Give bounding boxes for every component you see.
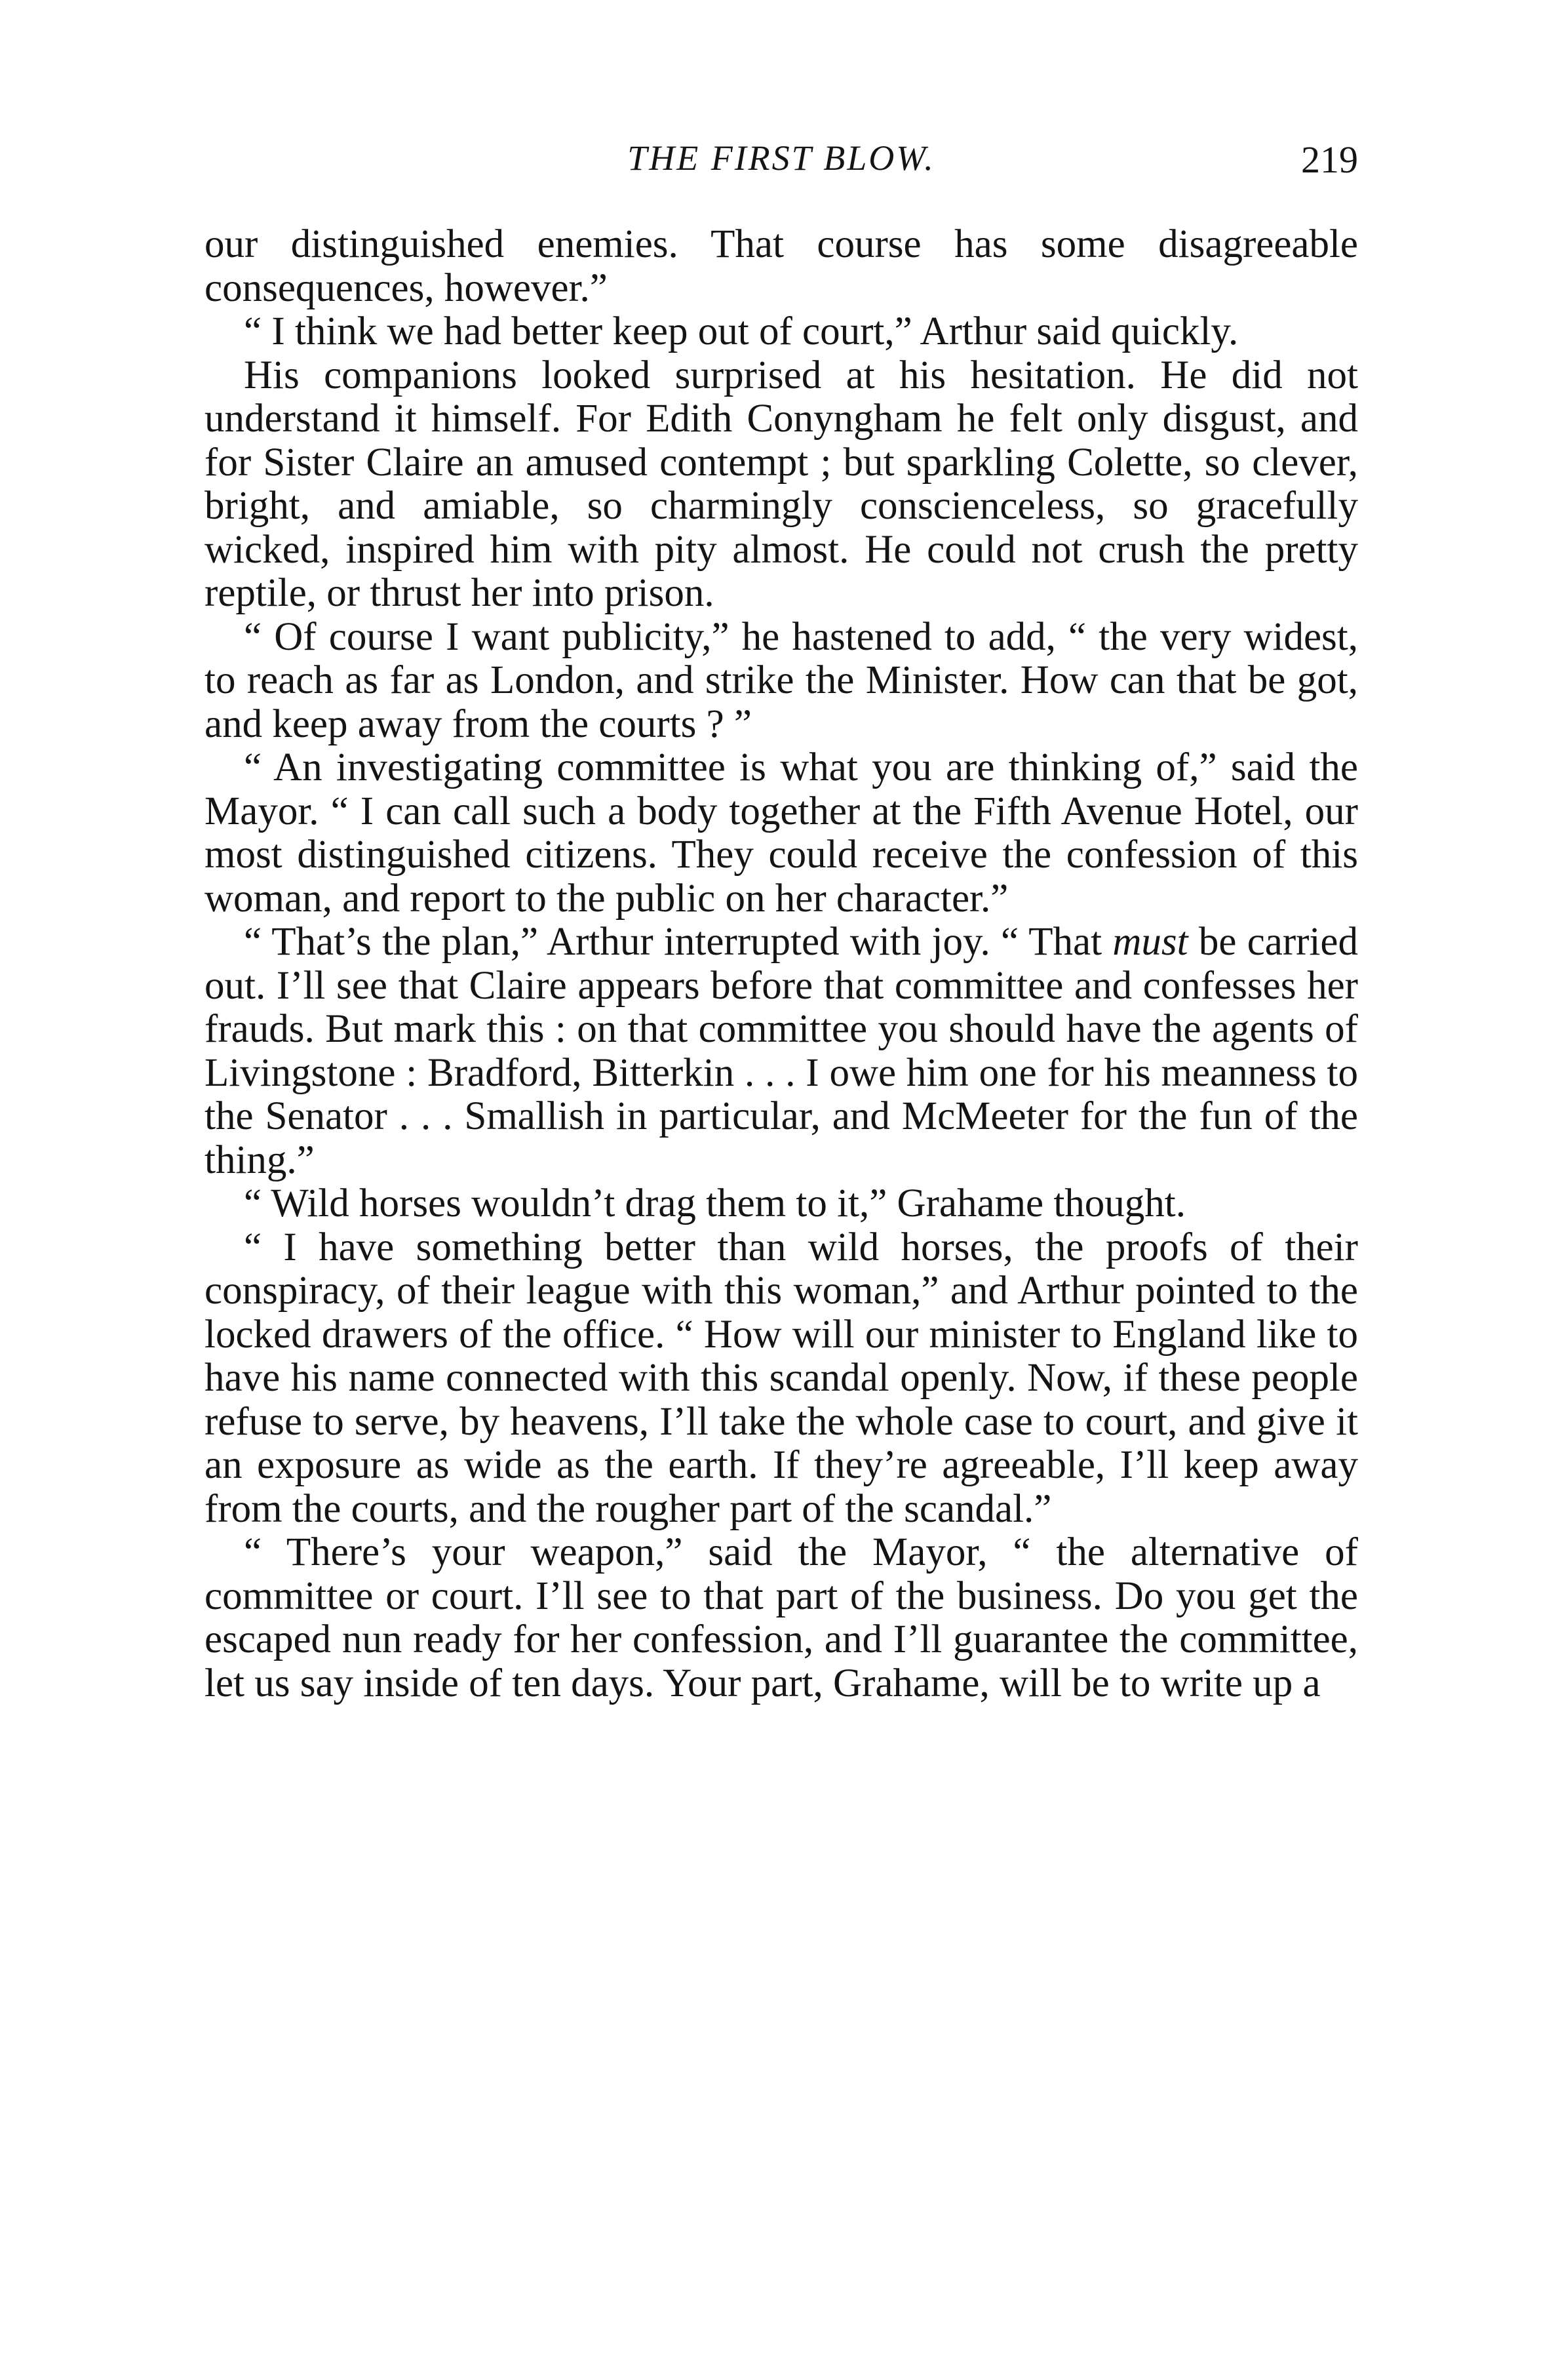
page-number: 219 [1301,138,1358,181]
text-segment: “ I think we had better keep out of court,” Arthur said quickly. [244,309,1239,353]
running-title: THE FIRST BLOW. [627,138,935,178]
text-segment: “ There’s your weapon,” said the Mayor, “ the alternative of committee or court. I’ll see to that part of the business. Do you get the escaped nun ready for her confession, and I’ll guarantee the committee, let us say inside of ten days. Your part, Grahame, will be to write up a [204,1530,1358,1705]
text-segment: be carried out. I’ll see that Claire appears before that committee and confesses her frauds. But mark this : on that committee you should have the agents of Livingstone : Bradford, Bitterkin . . . I owe him one for his meanness to the Senator . . . Smallish in particular, and McMeeter for the fun of the thing.” [204,920,1359,1182]
text-segment: “ That’s the plan,” Arthur interrupted with joy. “ That [244,920,1113,964]
paragraph [204,354,1358,616]
paragraph [204,921,1358,1182]
paragraph [204,1531,1358,1705]
text-segment: our distinguished enemies. That course has some disagreeable consequences, however.” [204,222,1358,310]
paragraph [204,746,1358,921]
paragraph [204,616,1358,747]
text-segment: “ Wild horses wouldn’t drag them to it,” Grahame thought. [244,1181,1186,1225]
text-segment: “ Of course I want publicity,” he hastened to add, “ the very widest, to reach as far as London, and strike the Minister. How can that be got, and keep away from the courts ? ” [204,614,1358,746]
text-segment: “ I have something better than wild horses, the proofs of their conspiracy, of their league with this woman,” and Arthur pointed to the locked drawers of the office. “ How will our minister to England like to have his name connected with this scandal openly. Now, if these people refuse to serve, by heavens, I’ll take the whole case to court, and give it an exposure as wide as the earth. If they’re agreeable, I’ll keep away from the courts, and the rougher part of the scandal.” [204,1225,1358,1531]
paragraph [204,1226,1358,1532]
paragraph [204,1182,1358,1226]
text-segment: “ An investigating committee is what you are thinking of,” said the Mayor. “ I can call such a body together at the Fifth Avenue Hotel, our most distinguished citizens. They could receive the confession of this woman, and report to the public on her character.” [204,745,1358,921]
italic-text: must [1112,920,1188,964]
text-segment: His companions looked surprised at his hesitation. He did not understand it himself. For Edith Conyngham he felt only disgust, and for Sister Claire an amused contempt ; but sparkling Colette, so clever, bright, and amiable, so charmingly conscienceless, so gracefully wicked, inspired him with pity almost. He could not crush the pretty reptile, or thrust her into prison. [204,353,1358,615]
paragraph [204,223,1358,310]
body-text [204,223,1358,1705]
running-head [204,138,1358,198]
paragraph [204,310,1358,354]
book-page [204,138,1358,1705]
